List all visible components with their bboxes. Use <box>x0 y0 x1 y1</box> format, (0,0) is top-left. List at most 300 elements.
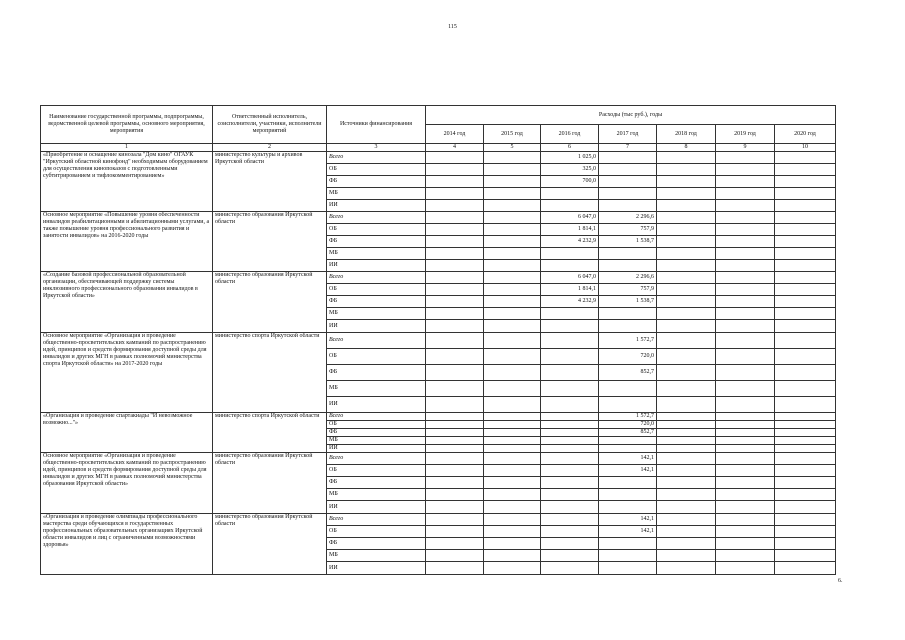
expense-cell <box>541 260 599 272</box>
expense-cell <box>657 200 716 212</box>
table-row <box>41 413 836 421</box>
expense-cell <box>775 381 836 397</box>
expense-cell <box>541 465 599 477</box>
expense-cell <box>716 381 775 397</box>
expense-cell <box>716 164 775 176</box>
expense-cell <box>426 437 484 445</box>
expense-cell <box>775 260 836 272</box>
funding-source: МБ <box>327 437 426 445</box>
header-name: Наименование государственной программы, подпрограммы, ведомственной целевой программы, основного мероприятия, мероприятия <box>41 106 213 144</box>
expense-cell: 142,1 <box>599 514 657 526</box>
expense-cell: 1 814,1 <box>541 224 599 236</box>
expense-cell <box>426 445 484 453</box>
expense-cell <box>541 429 599 437</box>
expense-cell <box>484 477 541 489</box>
expense-cell <box>426 188 484 200</box>
expense-cell <box>484 550 541 562</box>
expense-cell <box>775 429 836 437</box>
table-row <box>41 333 836 349</box>
funding-source: МБ <box>327 550 426 562</box>
expense-cell <box>426 248 484 260</box>
column-number: 4 <box>426 144 484 152</box>
expense-cell <box>599 538 657 550</box>
expense-cell <box>484 296 541 308</box>
activity-name: «Организация и проведение олимпиады профессионального мастерства среди обучающихся в государственных профессиональных образовательных организациях Иркутской области инвалидов и лиц с ограниченными возможностями здоровья» <box>41 514 213 575</box>
expense-cell <box>541 437 599 445</box>
expense-cell <box>484 465 541 477</box>
expense-cell <box>716 212 775 224</box>
expense-cell <box>484 164 541 176</box>
expense-cell: 6 047,0 <box>541 212 599 224</box>
header-year: 2018 год <box>657 125 716 144</box>
expense-cell: 700,0 <box>541 176 599 188</box>
header-expenses: Расходы (тыс руб.), годы <box>426 106 836 125</box>
expense-cell <box>599 248 657 260</box>
page-number: 115 <box>448 24 457 30</box>
expense-cell <box>599 260 657 272</box>
funding-source: МБ <box>327 381 426 397</box>
expense-cell <box>484 349 541 365</box>
expense-cell <box>484 381 541 397</box>
expense-cell <box>775 562 836 575</box>
expense-cell <box>426 236 484 248</box>
expense-cell <box>541 413 599 421</box>
expense-cell <box>484 320 541 333</box>
expense-cell <box>541 514 599 526</box>
expense-cell <box>426 272 484 284</box>
column-number: 6 <box>541 144 599 152</box>
expense-cell <box>657 489 716 501</box>
funding-source: МБ <box>327 308 426 320</box>
expense-cell <box>657 248 716 260</box>
funding-source: ИИ <box>327 501 426 514</box>
funding-source: МБ <box>327 489 426 501</box>
expense-cell <box>426 212 484 224</box>
expense-cell <box>426 164 484 176</box>
funding-source: ФБ <box>327 236 426 248</box>
expense-cell <box>541 397 599 413</box>
funding-source: Всего <box>327 212 426 224</box>
funding-source: Всего <box>327 152 426 164</box>
responsible-executor: министерство образования Иркутской области <box>213 453 327 514</box>
funding-source: Всего <box>327 272 426 284</box>
funding-source: ФБ <box>327 296 426 308</box>
expense-cell <box>657 212 716 224</box>
expense-cell <box>484 453 541 465</box>
funding-source: ИИ <box>327 200 426 212</box>
expense-cell <box>775 349 836 365</box>
expense-cell <box>775 437 836 445</box>
expense-cell <box>541 188 599 200</box>
expense-cell <box>599 501 657 514</box>
expense-cell <box>716 296 775 308</box>
expense-cell <box>541 538 599 550</box>
activity-name: «Приобретение и оснащение кинозала "Дом кино" ОГАУК "Иркутский областной кинофонд" необходимым оборудованием для осуществления кинопоказов с подготовленными субтитрированием и тифлокомментированием» <box>41 152 213 212</box>
expense-cell <box>716 200 775 212</box>
expense-cell <box>716 248 775 260</box>
expense-cell <box>426 429 484 437</box>
expense-cell <box>657 501 716 514</box>
expense-cell <box>426 501 484 514</box>
expense-cell <box>426 453 484 465</box>
expense-cell <box>484 445 541 453</box>
expense-cell <box>541 526 599 538</box>
expense-cell <box>599 320 657 333</box>
expense-cell <box>657 445 716 453</box>
expense-cell <box>775 421 836 429</box>
expense-cell <box>484 413 541 421</box>
expense-cell <box>657 562 716 575</box>
expense-cell <box>716 514 775 526</box>
activity-name: «Создание базовой профессиональной образовательной организации, обеспечивающей поддержку системы инклюзивного профессионального образования инвалидов в Иркутской области» <box>41 272 213 333</box>
funding-source: ФБ <box>327 365 426 381</box>
expense-cell <box>716 284 775 296</box>
expense-cell: 1 572,7 <box>599 413 657 421</box>
expense-cell <box>716 308 775 320</box>
table-row <box>41 272 836 284</box>
expense-cell <box>657 188 716 200</box>
expense-cell <box>599 437 657 445</box>
header-year: 2014 год <box>426 125 484 144</box>
expense-cell <box>657 465 716 477</box>
expense-cell <box>484 260 541 272</box>
expense-cell <box>599 188 657 200</box>
expense-cell <box>541 477 599 489</box>
expense-cell <box>484 526 541 538</box>
expense-cell <box>541 365 599 381</box>
expense-cell <box>426 465 484 477</box>
expense-cell <box>484 248 541 260</box>
funding-source: ИИ <box>327 397 426 413</box>
funding-source: ОБ <box>327 224 426 236</box>
expense-cell <box>657 320 716 333</box>
funding-source: ОБ <box>327 164 426 176</box>
expense-cell <box>541 550 599 562</box>
expense-cell <box>484 538 541 550</box>
expense-cell <box>657 397 716 413</box>
expense-cell <box>657 550 716 562</box>
expense-cell: 757,9 <box>599 224 657 236</box>
expense-cell <box>541 349 599 365</box>
expense-cell <box>484 152 541 164</box>
expense-cell <box>657 284 716 296</box>
expense-cell: 4 232,9 <box>541 236 599 248</box>
expense-cell <box>775 308 836 320</box>
expense-cell <box>716 272 775 284</box>
expense-cell <box>716 562 775 575</box>
activity-name: Основное мероприятие «Повышение уровня обеспеченности инвалидов реабилитационными и абилитационными услугами, а также повышение уровня профессионального развития и занятости инвалидов» на 2016-2020 годы <box>41 212 213 272</box>
expense-cell <box>775 212 836 224</box>
expense-cell <box>484 308 541 320</box>
expense-cell <box>775 200 836 212</box>
expense-cell <box>426 296 484 308</box>
expense-cell <box>775 296 836 308</box>
expense-cell <box>426 365 484 381</box>
expense-cell <box>775 176 836 188</box>
expense-cell: 142,1 <box>599 526 657 538</box>
funding-source: ИИ <box>327 320 426 333</box>
table-row <box>41 152 836 164</box>
expense-cell <box>716 152 775 164</box>
funding-source: ФБ <box>327 176 426 188</box>
expense-cell <box>775 333 836 349</box>
expense-cell <box>484 272 541 284</box>
expense-cell <box>716 538 775 550</box>
expense-cell: 852,7 <box>599 429 657 437</box>
expense-cell <box>657 308 716 320</box>
funding-source: МБ <box>327 188 426 200</box>
funding-source: ИИ <box>327 562 426 575</box>
expense-cell <box>484 224 541 236</box>
expense-cell <box>426 349 484 365</box>
expense-cell <box>716 489 775 501</box>
responsible-executor: министерство культуры и архивов Иркутской области <box>213 152 327 212</box>
expense-cell: 142,1 <box>599 453 657 465</box>
responsible-executor: министерство образования Иркутской области <box>213 212 327 272</box>
expense-cell <box>716 188 775 200</box>
expense-cell <box>484 365 541 381</box>
column-number: 9 <box>716 144 775 152</box>
expense-cell <box>716 397 775 413</box>
expense-cell: 1 538,7 <box>599 236 657 248</box>
expense-cell <box>426 550 484 562</box>
funding-source: МБ <box>327 248 426 260</box>
expense-cell <box>484 236 541 248</box>
expense-cell <box>484 200 541 212</box>
page-mark: 6. <box>838 578 843 584</box>
expense-cell <box>657 437 716 445</box>
expense-cell <box>541 320 599 333</box>
expense-cell <box>426 176 484 188</box>
expense-cell <box>775 365 836 381</box>
expense-cell: 720,0 <box>599 421 657 429</box>
expense-cell <box>541 200 599 212</box>
table-row <box>41 212 836 224</box>
expense-cell <box>775 526 836 538</box>
expense-cell <box>775 152 836 164</box>
expense-cell <box>657 152 716 164</box>
expense-cell <box>716 550 775 562</box>
expense-cell <box>541 453 599 465</box>
funding-source: ОБ <box>327 421 426 429</box>
expense-cell <box>775 397 836 413</box>
expense-cell <box>484 284 541 296</box>
funding-source: ФБ <box>327 429 426 437</box>
expense-cell <box>775 445 836 453</box>
expense-cell <box>426 152 484 164</box>
expense-cell <box>775 501 836 514</box>
header-year: 2016 год <box>541 125 599 144</box>
expense-cell <box>541 562 599 575</box>
expense-cell <box>716 260 775 272</box>
expense-cell: 720,0 <box>599 349 657 365</box>
expense-cell: 1 538,7 <box>599 296 657 308</box>
expense-cell <box>775 489 836 501</box>
expense-cell: 1 572,7 <box>599 333 657 349</box>
expense-cell <box>426 260 484 272</box>
expense-cell <box>599 397 657 413</box>
expense-cell <box>716 236 775 248</box>
expense-cell <box>426 397 484 413</box>
expense-cell <box>541 489 599 501</box>
header-year: 2020 год <box>775 125 836 144</box>
funding-source: Всего <box>327 453 426 465</box>
expense-cell <box>716 445 775 453</box>
expense-cell <box>484 514 541 526</box>
responsible-executor: министерство спорта Иркутской области <box>213 333 327 413</box>
expense-cell <box>599 152 657 164</box>
expense-cell: 1 025,0 <box>541 152 599 164</box>
expense-cell <box>426 421 484 429</box>
expense-cell <box>716 333 775 349</box>
funding-source: ОБ <box>327 526 426 538</box>
expense-cell <box>657 514 716 526</box>
expense-cell <box>657 349 716 365</box>
funding-source: Всего <box>327 514 426 526</box>
expense-cell <box>657 429 716 437</box>
budget-table <box>40 105 836 575</box>
expense-cell <box>775 550 836 562</box>
expense-cell <box>775 514 836 526</box>
expense-cell <box>426 413 484 421</box>
expense-cell <box>775 188 836 200</box>
expense-cell <box>484 429 541 437</box>
expense-cell <box>599 164 657 176</box>
expense-cell <box>775 224 836 236</box>
expense-cell <box>657 164 716 176</box>
expense-cell <box>541 308 599 320</box>
funding-source: ФБ <box>327 477 426 489</box>
expense-cell <box>775 236 836 248</box>
expense-cell <box>426 538 484 550</box>
expense-cell <box>657 236 716 248</box>
responsible-executor: министерство спорта Иркутской области <box>213 413 327 453</box>
expense-cell <box>484 562 541 575</box>
funding-source: Всего <box>327 333 426 349</box>
expense-cell <box>599 550 657 562</box>
expense-cell <box>541 421 599 429</box>
expense-cell <box>426 526 484 538</box>
expense-cell <box>775 465 836 477</box>
expense-cell <box>716 465 775 477</box>
column-number: 10 <box>775 144 836 152</box>
expense-cell <box>426 489 484 501</box>
responsible-executor: министерство образования Иркутской области <box>213 272 327 333</box>
expense-cell <box>657 453 716 465</box>
expense-cell <box>484 188 541 200</box>
funding-source: ИИ <box>327 445 426 453</box>
expense-cell <box>716 421 775 429</box>
expense-cell <box>426 514 484 526</box>
expense-cell <box>426 308 484 320</box>
expense-cell <box>657 526 716 538</box>
expense-cell <box>657 477 716 489</box>
expense-cell <box>716 501 775 514</box>
expense-cell <box>426 381 484 397</box>
expense-cell <box>775 248 836 260</box>
header-year: 2015 год <box>484 125 541 144</box>
expense-cell <box>599 176 657 188</box>
expense-cell <box>484 437 541 445</box>
expense-cell <box>484 501 541 514</box>
expense-cell <box>716 224 775 236</box>
expense-cell <box>657 333 716 349</box>
funding-source: ИИ <box>327 260 426 272</box>
funding-source: ОБ <box>327 284 426 296</box>
expense-cell <box>657 365 716 381</box>
expense-cell <box>484 176 541 188</box>
table-body <box>41 152 836 575</box>
expense-cell <box>426 320 484 333</box>
column-number: 3 <box>327 144 426 152</box>
expense-cell <box>657 538 716 550</box>
expense-cell <box>716 477 775 489</box>
expense-cell <box>599 562 657 575</box>
expense-cell <box>775 284 836 296</box>
expense-cell <box>716 413 775 421</box>
expense-cell <box>599 308 657 320</box>
column-number: 7 <box>599 144 657 152</box>
table-row <box>41 514 836 526</box>
expense-cell <box>716 365 775 381</box>
expense-cell <box>599 489 657 501</box>
expense-cell <box>716 453 775 465</box>
activity-name: Основное мероприятие «Организация и проведение общественно-просветительских кампаний по распространению идей, принципов и средств формирования доступной среды для инвалидов и других МГН в рамках полномочий министерства образования Иркутской области» <box>41 453 213 514</box>
expense-cell <box>541 381 599 397</box>
header-year: 2019 год <box>716 125 775 144</box>
expense-cell <box>775 477 836 489</box>
expense-cell: 852,7 <box>599 365 657 381</box>
funding-source: ОБ <box>327 465 426 477</box>
expense-cell <box>426 562 484 575</box>
expense-cell <box>484 212 541 224</box>
expense-cell <box>541 501 599 514</box>
expense-cell <box>541 248 599 260</box>
funding-source: ОБ <box>327 349 426 365</box>
expense-cell <box>775 164 836 176</box>
expense-cell: 6 047,0 <box>541 272 599 284</box>
responsible-executor: министерство образования Иркутской области <box>213 514 327 575</box>
column-number: 8 <box>657 144 716 152</box>
expense-cell <box>426 333 484 349</box>
header-sources: Источники финансирования <box>327 106 426 144</box>
expense-cell: 2 296,6 <box>599 212 657 224</box>
header-year: 2017 год <box>599 125 657 144</box>
expense-cell <box>657 296 716 308</box>
expense-cell <box>657 224 716 236</box>
expense-cell <box>716 526 775 538</box>
expense-cell <box>657 381 716 397</box>
expense-cell <box>599 445 657 453</box>
expense-cell <box>775 538 836 550</box>
expense-cell <box>657 413 716 421</box>
activity-name: Основное мероприятие «Организация и проведение общественно-просветительских кампаний по распространению идей, принципов и средств формирования доступной среды для инвалидов и других МГН в рамках полномочий министерства спорта Иркутской области» на 2017-2020 годы <box>41 333 213 413</box>
expense-cell: 757,9 <box>599 284 657 296</box>
expense-cell <box>541 333 599 349</box>
expense-cell <box>716 176 775 188</box>
column-number: 1 <box>41 144 213 152</box>
expense-cell <box>716 320 775 333</box>
expense-cell <box>775 320 836 333</box>
table-row <box>41 453 836 465</box>
expense-cell: 4 232,9 <box>541 296 599 308</box>
expense-cell <box>716 437 775 445</box>
expense-cell <box>599 381 657 397</box>
expense-cell <box>599 200 657 212</box>
expense-cell <box>657 260 716 272</box>
expense-cell: 142,1 <box>599 465 657 477</box>
expense-cell <box>716 349 775 365</box>
